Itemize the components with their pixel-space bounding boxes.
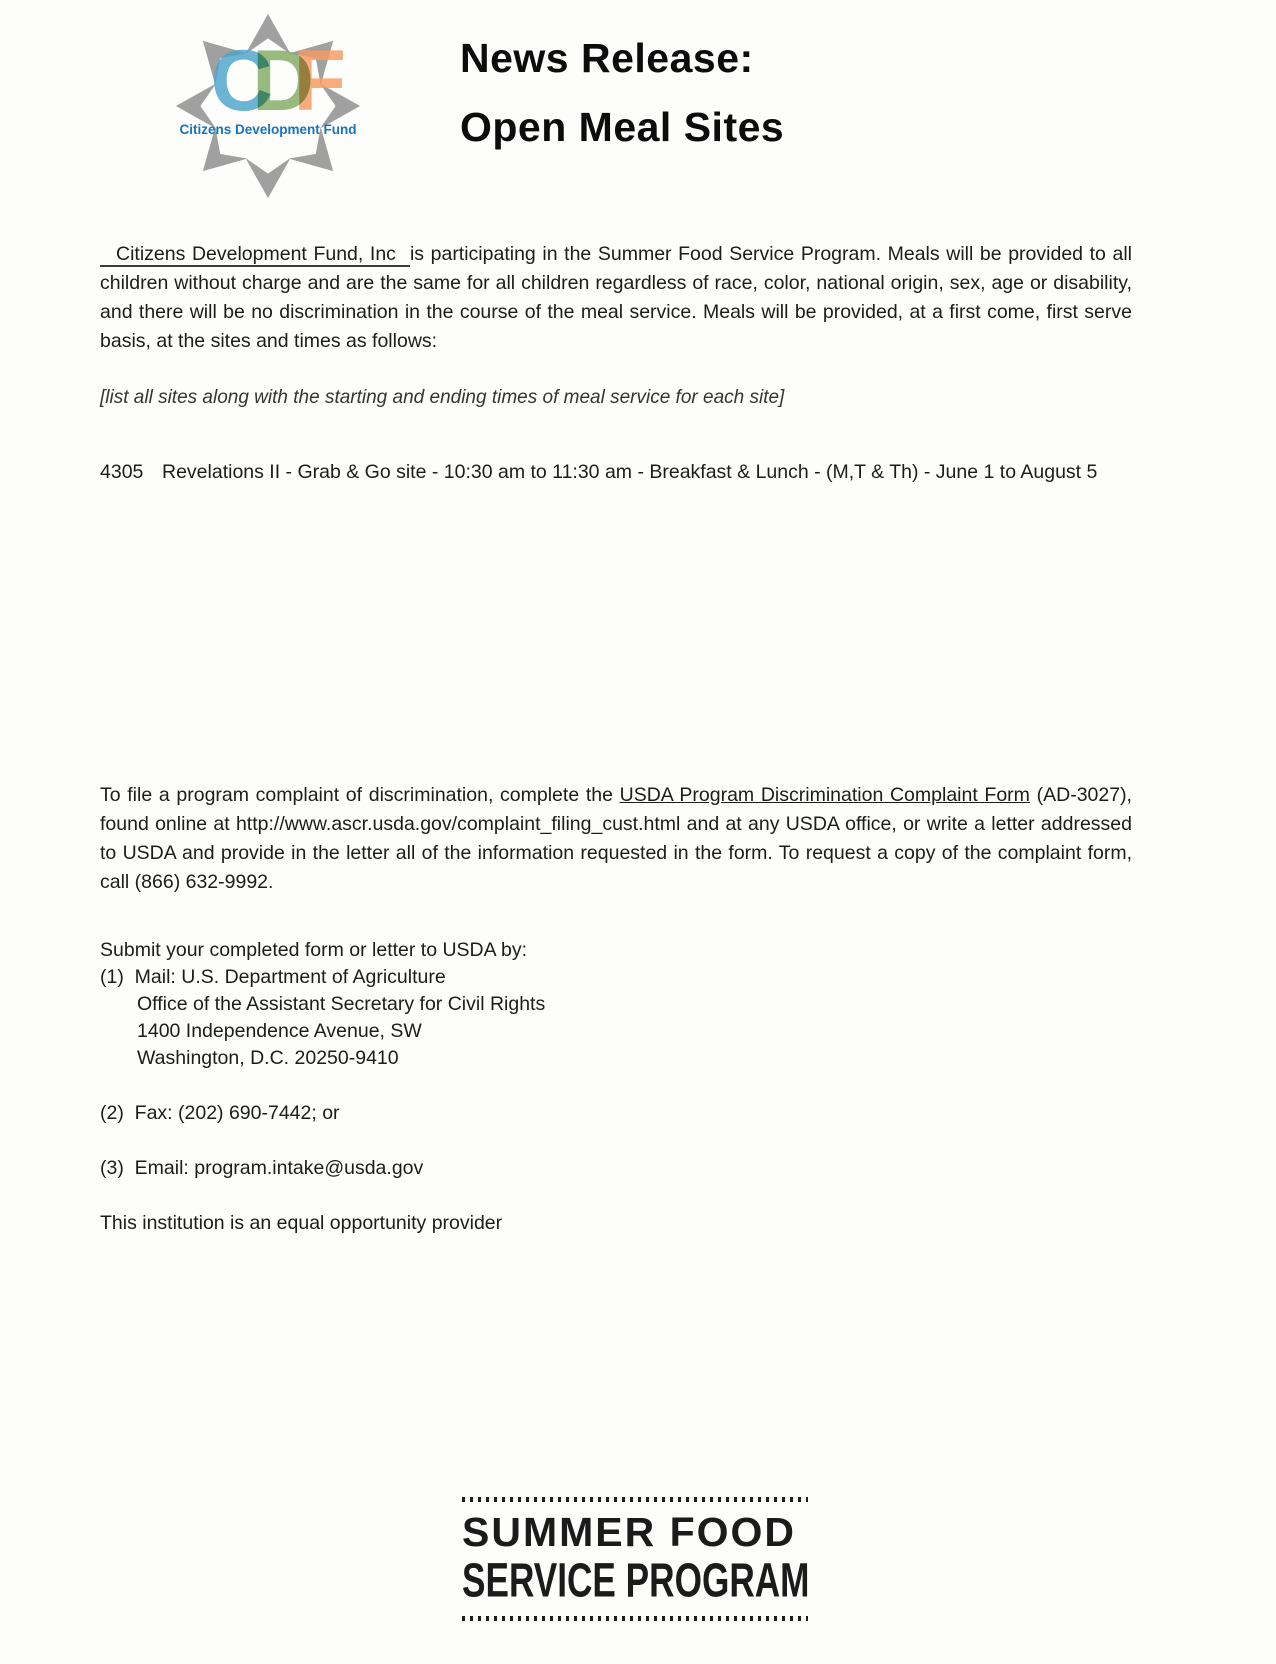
- organization-name: Citizens Development Fund, Inc: [100, 243, 410, 267]
- document-body: [100, 240, 1132, 1237]
- submit-heading: Submit your completed form or letter to USDA by:: [100, 939, 528, 961]
- complaint-paragraph: [100, 781, 1132, 897]
- mail-address-line: Office of the Assistant Secretary for Civil Rights: [137, 993, 546, 1015]
- meal-site-row: [100, 458, 1132, 487]
- logo-letter-c: C: [210, 33, 253, 129]
- complaint-text-after: (AD-3027), found online at http://www.ascr.usda.gov/complaint_filing_cust.html and at any USDA office, or write a letter addressed to USDA and provide in the letter all of the information requested in the form. To request a copy of the complaint form, call (866) 632-9992.: [100, 784, 1132, 893]
- site-details: Revelations II - Grab & Go site - 10:30 am to 11:30 am - Breakfast & Lunch - (M,T & Th) - June 1 to August 5: [162, 461, 1098, 483]
- intro-text: is participating in the Summer Food Service Program. Meals will be provided to all children without charge and are the same for all children regardless of race, color, national origin, sex, age or disability, and there will be no discrimination in the course of the meal service. Meals will be provided, at a first come, first serve basis, at the sites and times as follows:: [100, 243, 1132, 352]
- cdf-monogram: [210, 33, 326, 129]
- submit-instructions: [100, 937, 1132, 1237]
- mail-address-line: Washington, D.C. 20250-9410: [137, 1047, 399, 1069]
- dotted-divider-top: [462, 1497, 808, 1502]
- sfsp-logo-line-2: SERVICE PROGRAM: [462, 1553, 810, 1608]
- title-line-1: News Release:: [460, 35, 754, 81]
- document-title: [460, 36, 784, 150]
- sfsp-logo-line-1: SUMMER FOOD: [462, 1509, 797, 1555]
- dotted-divider-bottom: [462, 1616, 808, 1621]
- submit-email-item: (3) Email: program.intake@usda.gov: [100, 1157, 424, 1179]
- equal-opportunity-note: This institution is an equal opportunity provider: [100, 1212, 503, 1234]
- intro-paragraph: [100, 240, 1132, 356]
- title-line-2: Open Meal Sites: [460, 104, 785, 151]
- placeholder-note: [list all sites along with the starting and ending times of meal service for each site]: [100, 387, 785, 408]
- logo-letter-f: F: [293, 33, 326, 129]
- logo-letter-d: D: [252, 33, 294, 129]
- submit-fax-item: (2) Fax: (202) 690-7442; or: [100, 1102, 340, 1124]
- sfsp-logo: [462, 1497, 808, 1621]
- logo-caption: Citizens Development Fund: [179, 122, 357, 137]
- mail-address-line: 1400 Independence Avenue, SW: [137, 1020, 422, 1042]
- complaint-text-before: To file a program complaint of discrimination, complete the: [100, 784, 620, 806]
- submit-mail-item: (1) Mail: U.S. Department of Agriculture: [100, 966, 446, 988]
- cdf-logo: [168, 8, 368, 204]
- site-number: 4305: [100, 461, 144, 483]
- complaint-form-link: USDA Program Discrimination Complaint Form: [619, 784, 1030, 806]
